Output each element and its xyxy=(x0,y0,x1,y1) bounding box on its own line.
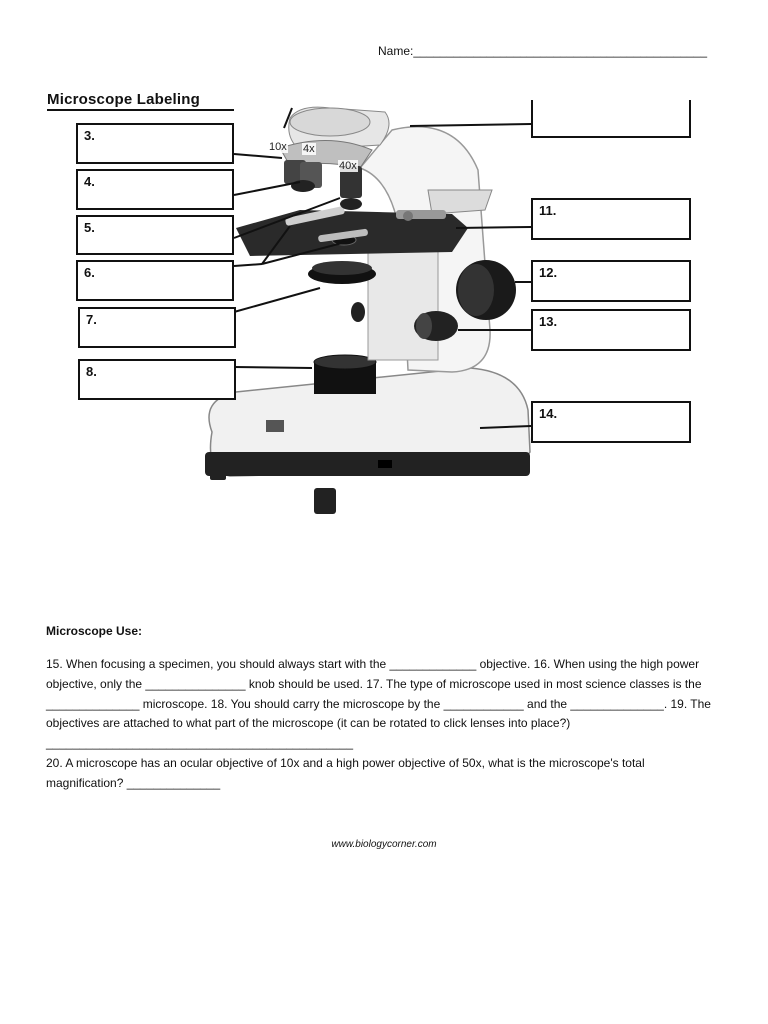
label-box-7[interactable] xyxy=(78,307,236,348)
label-number: 11. xyxy=(539,203,557,218)
coarse-adjustment-knob xyxy=(456,260,516,320)
use-section-heading: Microscope Use: xyxy=(46,624,143,638)
label-box-8[interactable] xyxy=(78,359,236,400)
questions-15-19: 15. When focusing a specimen, you should always start with the _____________ objective. 16. When using the high power objective, only the _______________ knob should be used. 17. The type of microscope used in most science classes is the ______________ microscope. 18. You should carry the microscope by the ____________ and the ______________. 19. The objectives are attached to what part of the microscope (it can be rotated to click lenses into place?) ______________________________________________ xyxy=(46,657,711,751)
label-number: 14. xyxy=(539,406,558,421)
label-box-6[interactable] xyxy=(76,260,234,301)
label-number: 4. xyxy=(84,174,95,189)
objective-label-4x: 4x xyxy=(303,143,315,155)
page-title: Microscope Labeling xyxy=(47,91,200,108)
label-number: 7. xyxy=(86,312,97,327)
footer-url: www.biologycorner.com xyxy=(331,839,437,850)
use-section-text xyxy=(46,655,714,794)
name-line: Name:____________________________________________ xyxy=(378,44,707,58)
label-box-12[interactable] xyxy=(531,260,691,302)
label-box-11[interactable] xyxy=(531,198,691,240)
label-number: 5. xyxy=(84,220,95,235)
microscope-stage xyxy=(236,206,468,256)
diaphragm xyxy=(308,261,376,284)
label-box-partial[interactable] xyxy=(531,100,691,138)
label-box-13[interactable] xyxy=(531,309,691,351)
label-number: 13. xyxy=(539,314,558,329)
label-number: 3. xyxy=(84,128,95,143)
label-box-14[interactable] xyxy=(531,401,691,443)
objective-label-10x: 10x xyxy=(269,141,287,153)
label-number: 12. xyxy=(539,265,558,280)
label-box-4[interactable] xyxy=(76,169,234,210)
label-number: 8. xyxy=(86,364,97,379)
label-number: 6. xyxy=(84,265,95,280)
label-box-5[interactable] xyxy=(76,215,234,255)
question-20: 20. A microscope has an ocular objective of 10x and a high power objective of 50x, what is the microscope's total magnification? ______________ xyxy=(46,755,645,790)
label-box-3[interactable] xyxy=(76,123,234,164)
objective-label-40x: 40x xyxy=(339,160,357,172)
microscope-illuminator xyxy=(314,355,376,394)
